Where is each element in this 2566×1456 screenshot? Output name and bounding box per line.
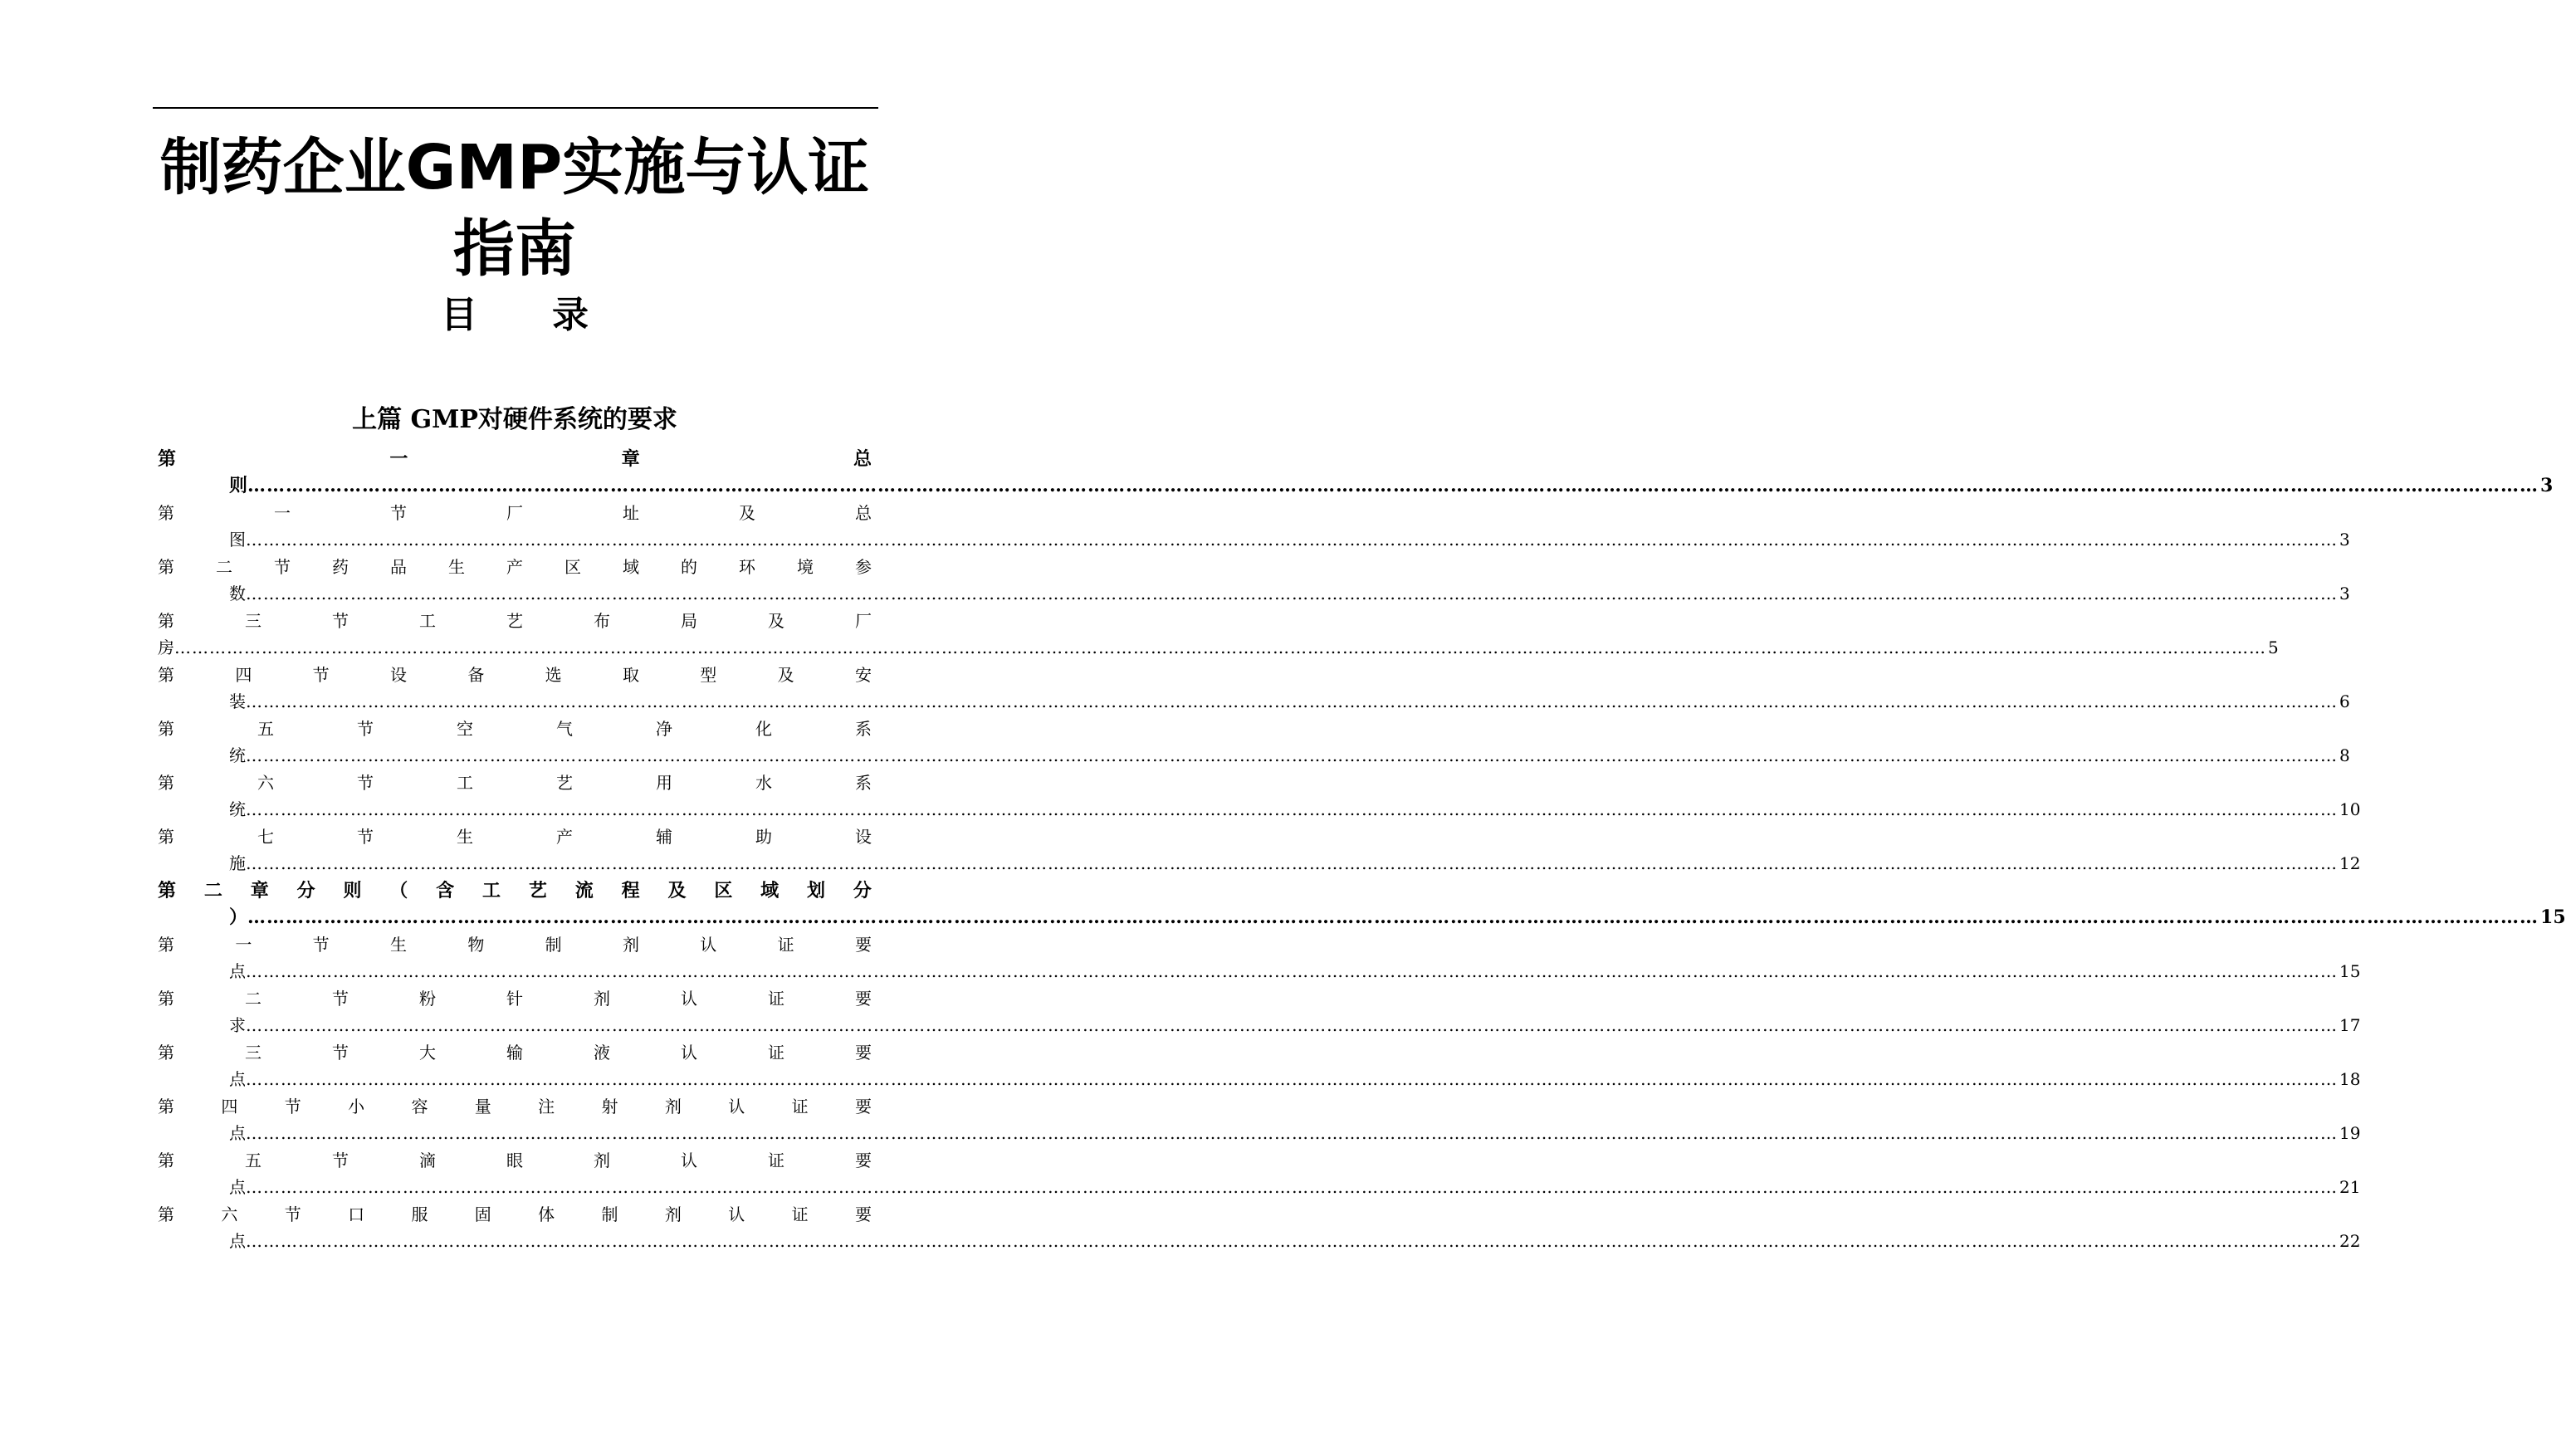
toc-char: 生 <box>389 935 407 955</box>
toc-section-entry <box>158 985 2361 1039</box>
toc-char: 节 <box>332 989 349 1009</box>
toc-char: 布 <box>594 611 610 631</box>
toc-dot-leader: ……………………………………………………………………………………………………………………………………………………………………………………………………………………………………………………………………………………………………………………………… <box>246 1231 2338 1251</box>
toc-page-number: 5 <box>2268 638 2279 657</box>
book-title-line-1: 制药企业GMP实施与认证 <box>159 132 870 203</box>
toc-page-number: 15 <box>2540 906 2566 928</box>
toc-char: 选 <box>545 665 562 685</box>
toc-char: 五 <box>257 719 274 739</box>
toc-char: 参 <box>855 557 872 577</box>
toc-char: 粉 <box>419 989 436 1009</box>
toc-char: 节 <box>312 935 330 955</box>
toc-char: 生 <box>457 827 473 847</box>
toc-char: 第 <box>158 611 174 631</box>
toc-dot-leader: ……………………………………………………………………………………………………………………………………………………………………………………………………………………………………………………………………………………………………………………………… <box>247 906 2539 928</box>
toc-char: 节 <box>332 1043 349 1063</box>
toc-char: 境 <box>797 557 814 577</box>
toc-dot-leader: ……………………………………………………………………………………………………………………………………………………………………………………………………………………………………………………………………………………………………………………………… <box>247 475 2539 496</box>
toc-heading: 目录 <box>441 294 663 336</box>
toc-char: 助 <box>755 827 772 847</box>
toc-entry-title <box>158 985 872 1012</box>
toc-page-number: 12 <box>2339 853 2361 873</box>
toc-dot-leader: ……………………………………………………………………………………………………………………………………………………………………………………………………………………………………………………………………………………………………………………………… <box>246 1015 2338 1035</box>
toc-char: 产 <box>556 827 573 847</box>
toc-char: 二 <box>203 880 222 901</box>
toc-char: 空 <box>457 719 473 739</box>
toc-dot-leader: ……………………………………………………………………………………………………………………………………………………………………………………………………………………………………………………………………………………………………………………………… <box>246 1177 2338 1197</box>
toc-char: 要 <box>854 935 872 955</box>
toc-char: 证 <box>768 1151 784 1170</box>
toc-char: 要 <box>855 1043 872 1063</box>
toc-char: 第 <box>158 1151 174 1170</box>
toc-char: 域 <box>623 557 639 577</box>
toc-char: 制 <box>601 1204 618 1224</box>
toc-char: 证 <box>791 1204 809 1224</box>
toc-dot-leader: ……………………………………………………………………………………………………………………………………………………………………………………………………………………………………………………………………………………………………………………………… <box>246 584 2338 603</box>
toc-char: 节 <box>332 611 349 631</box>
toc-char: 艺 <box>528 880 547 901</box>
toc-char: 型 <box>700 665 717 685</box>
toc-char: 三 <box>245 1043 261 1063</box>
toc-entry-leader-line <box>158 1174 2361 1201</box>
toc-dot-leader: ……………………………………………………………………………………………………………………………………………………………………………………………………………………………………………………………………………………………………………………………… <box>246 691 2338 711</box>
toc-char: 剂 <box>594 989 610 1009</box>
toc-chapter-entry <box>158 877 2566 931</box>
toc-entry-leader-line <box>158 580 2350 608</box>
toc-char: 针 <box>506 989 523 1009</box>
toc-char: 大 <box>419 1043 436 1063</box>
toc-page-number: 15 <box>2339 961 2361 981</box>
toc-entry-leader-line <box>158 634 2279 662</box>
toc-char: 划 <box>807 880 826 901</box>
toc-entry-title <box>158 500 872 526</box>
toc-entry-title <box>158 1147 872 1174</box>
toc-entry-title <box>158 823 872 850</box>
toc-char: 设 <box>855 827 872 847</box>
toc-char: 四 <box>221 1097 238 1116</box>
toc-char: 第 <box>158 989 174 1009</box>
table-of-contents <box>158 446 2566 1255</box>
toc-char: 设 <box>389 665 407 685</box>
toc-char: 取 <box>622 665 639 685</box>
toc-char: 固 <box>474 1204 491 1224</box>
toc-entry-title-end: 数 <box>229 584 246 603</box>
toc-char: 工 <box>482 880 501 901</box>
toc-char: 及 <box>777 665 794 685</box>
toc-entry-title <box>158 716 872 742</box>
toc-char: 认 <box>681 1043 697 1063</box>
toc-char: 剂 <box>664 1097 682 1116</box>
toc-page-number: 3 <box>2540 475 2554 496</box>
toc-dot-leader: ……………………………………………………………………………………………………………………………………………………………………………………………………………………………………………………………………………………………………………………………… <box>246 961 2338 981</box>
toc-page-number: 21 <box>2339 1177 2361 1197</box>
toc-entry-leader-line <box>158 850 2361 877</box>
toc-dot-leader: ……………………………………………………………………………………………………………………………………………………………………………………………………………………………………………………………………………………………………………………………… <box>174 638 2266 657</box>
toc-char: 第 <box>158 1097 174 1116</box>
toc-char: 址 <box>623 503 639 523</box>
toc-char: 二 <box>216 557 232 577</box>
toc-section-entry <box>158 770 2361 823</box>
toc-char: 小 <box>348 1097 365 1116</box>
toc-char: 认 <box>681 1151 697 1170</box>
toc-entry-title <box>158 446 872 472</box>
toc-char: 口 <box>348 1204 365 1224</box>
toc-char: 射 <box>601 1097 618 1116</box>
toc-char: 证 <box>791 1097 809 1116</box>
toc-page-number: 8 <box>2339 745 2350 765</box>
toc-char: 体 <box>538 1204 555 1224</box>
toc-char: 第 <box>158 1204 174 1224</box>
toc-char: 程 <box>621 880 640 901</box>
toc-char: 证 <box>768 1043 784 1063</box>
toc-char: 用 <box>656 773 672 793</box>
toc-entry-title-end: 图 <box>229 530 246 550</box>
toc-entry-title-end: 装 <box>229 691 246 711</box>
part-heading: 上篇 GMP对硬件系统的要求 <box>352 405 677 434</box>
toc-char: 艺 <box>506 611 523 631</box>
toc-char: 滴 <box>419 1151 436 1170</box>
toc-char: 三 <box>245 611 261 631</box>
toc-char: 生 <box>448 557 465 577</box>
toc-entry-title <box>158 608 872 634</box>
toc-char: 注 <box>538 1097 555 1116</box>
toc-char: 节 <box>357 719 374 739</box>
toc-char: 第 <box>158 827 174 847</box>
toc-section-entry <box>158 1201 2361 1255</box>
toc-char: 节 <box>390 503 407 523</box>
toc-char: 水 <box>755 773 772 793</box>
toc-dot-leader: ……………………………………………………………………………………………………………………………………………………………………………………………………………………………………………………………………………………………………………………………… <box>246 1069 2338 1089</box>
toc-char: 五 <box>245 1151 261 1170</box>
toc-entry-title-end: 施 <box>229 853 246 873</box>
toc-char: 一 <box>389 448 408 470</box>
toc-page-number: 3 <box>2339 584 2350 603</box>
toc-char: 剂 <box>622 935 639 955</box>
toc-char: 认 <box>681 989 697 1009</box>
toc-char: 容 <box>411 1097 428 1116</box>
toc-char: 第 <box>158 1043 174 1063</box>
toc-char: 总 <box>853 448 872 470</box>
toc-char: 节 <box>312 665 330 685</box>
toc-entry-title-end: ） <box>229 906 248 928</box>
toc-char: 总 <box>855 503 872 523</box>
toc-entry-title-end: 求 <box>229 1015 246 1035</box>
toc-page-number: 6 <box>2339 691 2350 711</box>
toc-char: 液 <box>594 1043 610 1063</box>
toc-char: 一 <box>274 503 291 523</box>
toc-entry-title <box>158 1039 872 1066</box>
toc-entry-leader-line <box>158 1066 2361 1093</box>
toc-entry-title <box>158 1201 872 1228</box>
toc-page-number: 3 <box>2339 530 2350 550</box>
toc-char: 辅 <box>656 827 672 847</box>
toc-dot-leader: ……………………………………………………………………………………………………………………………………………………………………………………………………………………………………………………………………………………………………………………………… <box>246 853 2338 873</box>
toc-char: 域 <box>760 880 780 901</box>
toc-section-entry <box>158 500 2350 554</box>
toc-char: 安 <box>854 665 872 685</box>
toc-entry-title-end: 点 <box>229 961 246 981</box>
toc-char: 分 <box>296 880 315 901</box>
toc-char: 第 <box>158 935 174 955</box>
book-title-line-2: 指南 <box>453 213 576 285</box>
toc-char: 化 <box>755 719 772 739</box>
toc-char: 四 <box>235 665 252 685</box>
toc-char: 章 <box>250 880 269 901</box>
toc-char: 局 <box>681 611 697 631</box>
toc-char: 七 <box>257 827 274 847</box>
toc-char: 第 <box>158 719 174 739</box>
toc-dot-leader: ……………………………………………………………………………………………………………………………………………………………………………………………………………………………………………………………………………………………………………………………… <box>246 745 2338 765</box>
toc-char: 分 <box>853 880 872 901</box>
toc-char: 艺 <box>556 773 573 793</box>
toc-entry-leader-line <box>158 1228 2361 1255</box>
toc-char: 及 <box>667 880 687 901</box>
toc-page-number: 19 <box>2339 1123 2361 1143</box>
toc-section-entry <box>158 608 2279 662</box>
toc-entry-leader-line <box>158 958 2361 985</box>
toc-char: 六 <box>257 773 274 793</box>
toc-entry-title <box>158 1093 872 1120</box>
toc-entry-title-end: 点 <box>229 1231 246 1251</box>
toc-char: 证 <box>768 989 784 1009</box>
toc-char: 二 <box>245 989 261 1009</box>
toc-char: 物 <box>467 935 485 955</box>
toc-char: 认 <box>728 1204 745 1224</box>
toc-char: 第 <box>158 503 174 523</box>
toc-page-number: 17 <box>2339 1015 2361 1035</box>
toc-entry-title <box>158 877 872 904</box>
toc-entry-title <box>158 931 872 958</box>
toc-char: 产 <box>506 557 523 577</box>
toc-char: 认 <box>728 1097 745 1116</box>
toc-char: 流 <box>574 880 594 901</box>
toc-section-entry <box>158 1093 2361 1147</box>
toc-char: 厂 <box>506 503 523 523</box>
toc-entry-title <box>158 770 872 796</box>
toc-entry-leader-line <box>158 1120 2361 1147</box>
toc-entry-title-end: 统 <box>229 745 246 765</box>
toc-char: 节 <box>284 1204 301 1224</box>
toc-char: 六 <box>221 1204 238 1224</box>
top-rule <box>153 107 878 109</box>
toc-char: 要 <box>855 1151 872 1170</box>
toc-char: 第 <box>158 880 177 901</box>
toc-char: 及 <box>768 611 784 631</box>
toc-entry-title-end: 点 <box>229 1069 246 1089</box>
toc-char: 量 <box>474 1097 491 1116</box>
toc-char: 证 <box>777 935 794 955</box>
toc-entry-leader-line <box>158 1012 2361 1039</box>
toc-char: 则 <box>343 880 362 901</box>
toc-char: 剂 <box>594 1151 610 1170</box>
toc-char: 环 <box>739 557 755 577</box>
toc-char: 认 <box>700 935 717 955</box>
toc-page-number: 18 <box>2339 1069 2361 1089</box>
toc-entry-title-end: 则 <box>229 475 248 496</box>
toc-char: 净 <box>656 719 672 739</box>
toc-entry-leader-line <box>158 688 2350 716</box>
toc-char: 节 <box>284 1097 301 1116</box>
toc-chapter-entry <box>158 446 2554 500</box>
toc-entry-title-end: 点 <box>229 1177 246 1197</box>
toc-char: 区 <box>714 880 733 901</box>
toc-entry-title <box>158 554 872 580</box>
toc-char: 工 <box>419 611 436 631</box>
toc-char: 第 <box>158 773 174 793</box>
toc-section-entry <box>158 554 2350 608</box>
toc-section-entry <box>158 823 2361 877</box>
toc-char: 节 <box>332 1151 349 1170</box>
toc-page-number: 22 <box>2339 1231 2361 1251</box>
toc-entry-title-end: 点 <box>229 1123 246 1143</box>
toc-char: 药 <box>332 557 349 577</box>
toc-entry-title-end: 房 <box>158 638 174 657</box>
toc-char: 节 <box>357 773 374 793</box>
toc-entry-leader-line <box>158 904 2566 931</box>
toc-entry-title-end: 统 <box>229 799 246 819</box>
toc-entry-leader-line <box>158 526 2350 554</box>
toc-char: 眼 <box>506 1151 523 1170</box>
toc-char: 及 <box>739 503 755 523</box>
toc-char: 第 <box>158 665 174 685</box>
toc-char: 备 <box>467 665 485 685</box>
toc-section-entry <box>158 1039 2361 1093</box>
toc-page-number: 10 <box>2339 799 2361 819</box>
toc-char: 要 <box>855 989 872 1009</box>
toc-char: 服 <box>411 1204 428 1224</box>
toc-char: 工 <box>457 773 473 793</box>
toc-char: 一 <box>235 935 252 955</box>
toc-section-entry <box>158 1147 2361 1201</box>
toc-char: 系 <box>855 773 872 793</box>
toc-char: 含 <box>436 880 455 901</box>
toc-char: 剂 <box>664 1204 682 1224</box>
toc-entry-title <box>158 662 872 688</box>
toc-char: 系 <box>855 719 872 739</box>
toc-dot-leader: ……………………………………………………………………………………………………………………………………………………………………………………………………………………………………………………………………………………………………………………………… <box>246 1123 2338 1143</box>
toc-char: 要 <box>854 1097 872 1116</box>
toc-char: 的 <box>681 557 697 577</box>
toc-section-entry <box>158 716 2350 770</box>
toc-char: （ <box>389 880 408 901</box>
toc-section-entry <box>158 931 2361 985</box>
toc-char: 节 <box>357 827 374 847</box>
toc-char: 节 <box>274 557 291 577</box>
toc-char: 第 <box>158 448 177 470</box>
toc-char: 要 <box>854 1204 872 1224</box>
toc-dot-leader: ……………………………………………………………………………………………………………………………………………………………………………………………………………………………………………………………………………………………………………………………… <box>246 799 2338 819</box>
toc-char: 气 <box>556 719 573 739</box>
toc-entry-leader-line <box>158 796 2361 823</box>
toc-char: 第 <box>158 557 174 577</box>
toc-char: 区 <box>565 557 581 577</box>
toc-char: 输 <box>506 1043 523 1063</box>
toc-char: 品 <box>390 557 407 577</box>
toc-dot-leader: ……………………………………………………………………………………………………………………………………………………………………………………………………………………………………………………………………………………………………………………………… <box>246 530 2338 550</box>
toc-char: 制 <box>545 935 562 955</box>
toc-entry-leader-line <box>158 472 2554 500</box>
toc-entry-leader-line <box>158 742 2350 770</box>
toc-char: 厂 <box>855 611 872 631</box>
toc-section-entry <box>158 662 2350 716</box>
toc-char: 章 <box>621 448 640 470</box>
